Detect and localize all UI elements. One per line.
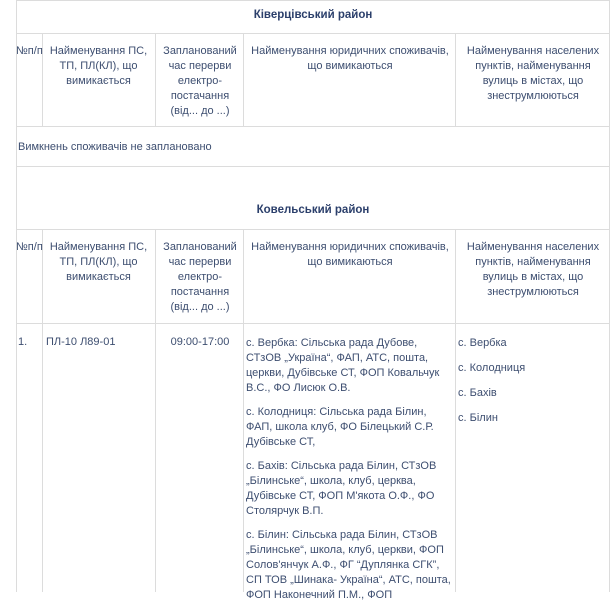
row-object: ПЛ-10 Л89-01 [46, 336, 116, 348]
divider [16, 33, 610, 34]
consumer-entry: с. Вербка: Сільська рада Дубове, СТзОВ „Україна“, ФАП, АТС, пошта, церкви, Дубівське СТ, ФОП Ковальчук В.С., ФО Лисюк О.В. [246, 337, 440, 394]
consumer-entry: с. Білин: Сільська рада Білин, СТзОВ „Білинське“, школа, клуб, церкви, ФОП Солов'янчук А.Ф., ФГ “Дуплянка СГК”, СП ТОВ „Шинака- Україна“, АТС, пошта, ФОП Наконечний П.М., ФОП [246, 529, 451, 601]
header-object: Найменування ПС, ТП, ПЛ(КЛ), що вимикається [49, 45, 148, 87]
header-time: Запланований час перерви електро-постачання (від... до ...) [163, 241, 237, 313]
row-time: 09:00-17:00 [170, 336, 230, 348]
settlement-item: с. Білин [458, 412, 498, 424]
row-num: 1. [18, 336, 28, 348]
divider [16, 229, 610, 230]
row-consumers [246, 336, 452, 612]
col-divider [155, 229, 156, 592]
col-divider [243, 33, 244, 126]
consumer-entry: с. Колодниця: Сільська рада Білин, ФАП, школа клуб, ФО Білецький С.Р. Дубівське СТ, [246, 406, 434, 448]
divider [16, 323, 610, 324]
table-left-border [16, 0, 17, 592]
header-settlements: Найменування населених пунктів, найменування вулиць в містах, що знеструмлюються [466, 45, 600, 102]
header-object: Найменування ПС, ТП, ПЛ(КЛ), що вимикається [49, 241, 148, 283]
col-divider [42, 229, 43, 592]
settlement-item: с. Вербка [458, 337, 507, 349]
settlement-item: с. Колодниця [458, 362, 526, 374]
header-consumers: Найменування юридичних споживачів, що вимикаються [251, 45, 449, 72]
consumer-entry: с. Бахів: Сільська рада Білин, СТзОВ „Білинське“, школа, клуб, церква, Дубівське СТ, ФОП М'якота О.Ф., ФО Столярчук В.П. [246, 460, 437, 517]
divider [16, 126, 610, 127]
divider [16, 166, 610, 167]
header-num: №п/п [16, 45, 43, 57]
header-num: №п/п [16, 241, 43, 253]
divider [16, 0, 610, 1]
header-consumers: Найменування юридичних споживачів, що вимикаються [251, 241, 449, 268]
row-settlements [458, 336, 608, 436]
header-time: Запланований час перерви електро-постачання (від... до ...) [163, 45, 237, 117]
settlement-item: с. Бахів [458, 387, 497, 399]
col-divider [243, 229, 244, 592]
col-divider [155, 33, 156, 126]
no-outages-message: Вимкнень споживачів не заплановано [18, 141, 212, 153]
col-divider [455, 229, 456, 592]
col-divider [455, 33, 456, 126]
header-settlements: Найменування населених пунктів, найменування вулиць в містах, що знеструмлюються [466, 241, 600, 298]
district-title-kovel: Ковельський район [256, 204, 370, 216]
district-title-kivertsi: Ківерцівський район [253, 9, 373, 21]
